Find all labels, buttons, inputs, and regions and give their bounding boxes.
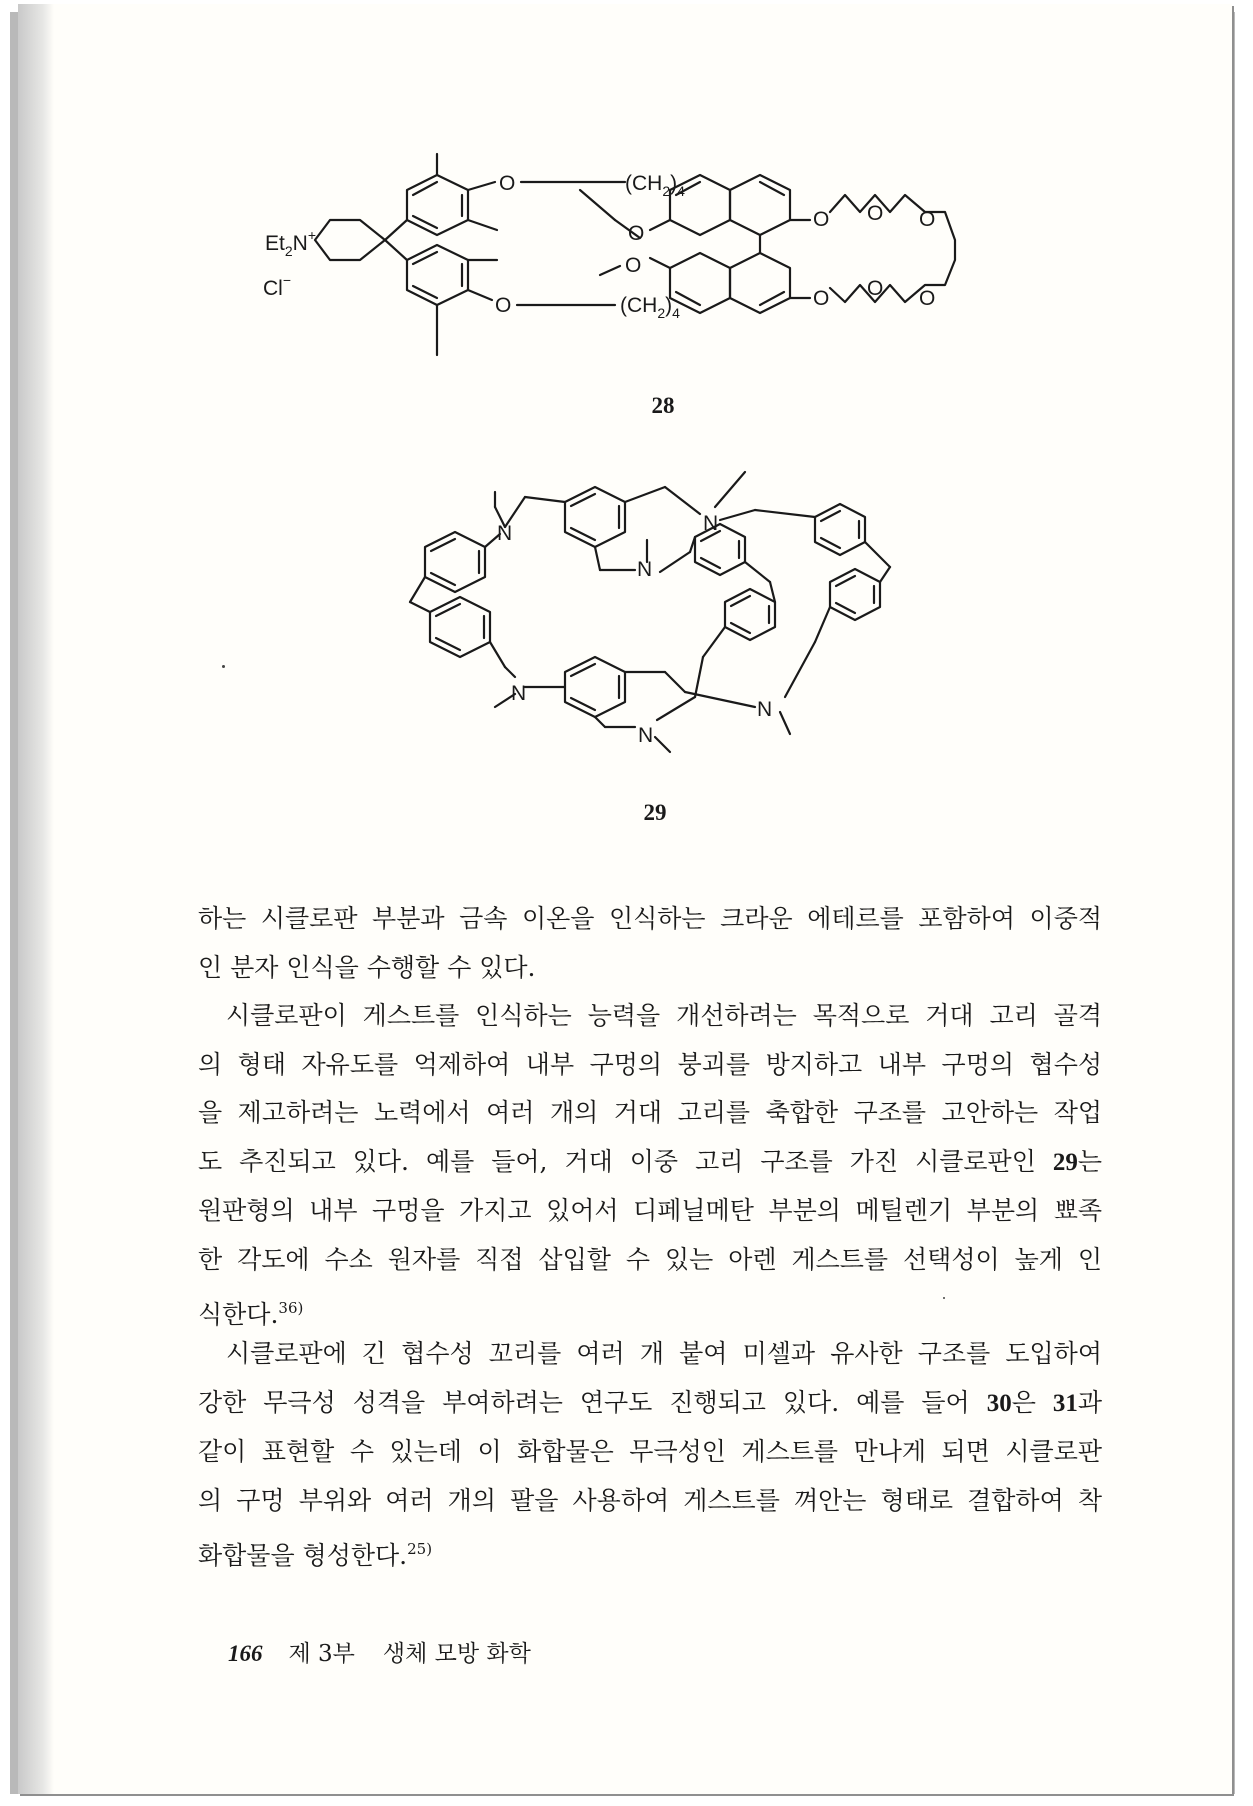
text-line <box>198 1525 1102 1581</box>
text-line <box>198 1138 1102 1188</box>
body-paragraph-1 <box>198 895 1102 992</box>
compound-label-28: 28 <box>651 393 675 418</box>
text-line: 한 각도에 수소 원자를 직접 삽입할 수 있는 아렌 게스트를 선택성이 높게 인 <box>198 1244 1102 1274</box>
nitrogen-label: N <box>497 522 513 545</box>
oxygen-label: O <box>628 222 645 245</box>
text-line: 원판형의 내부 구멍을 가지고 있어서 디페닐메탄 부분의 메틸렌기 부분의 뾰족 <box>198 1196 1102 1225</box>
text-line: 하는 시클로판 부분과 금속 이온을 인식하는 크라운 에테르를 포함하여 이중적 <box>198 904 1102 933</box>
compound-ref-30: 30 <box>986 1389 1012 1417</box>
nitrogen-label: N <box>638 724 654 747</box>
page-number: 166 <box>228 1641 263 1666</box>
oxygen-label: O <box>867 277 884 300</box>
text-line: 의 형태 자유도를 억제하여 내부 구멍의 붕괴를 방지하고 내부 구멍의 협수성 <box>198 1049 1102 1079</box>
section-title: 생체 모방 화학 <box>382 1641 531 1667</box>
nitrogen-label: N <box>703 512 719 535</box>
oxygen-label: O <box>813 287 830 310</box>
text-line <box>198 1379 1102 1429</box>
text-line: 시클로판이 게스트를 인식하는 능력을 개선하려는 목적으로 거대 고리 골격 <box>226 1001 1102 1030</box>
citation: 25) <box>407 1540 433 1558</box>
stray-mark <box>222 665 225 668</box>
page-edge <box>18 4 54 1794</box>
text-segment: 화합물을 형성한다. <box>198 1541 408 1570</box>
structure-29-drawing <box>385 462 945 782</box>
oxygen-label: O <box>919 208 936 231</box>
oxygen-label: O <box>495 294 512 317</box>
nitrogen-label: N <box>511 682 527 705</box>
chain-label: $(CH_2)_4$ <box>625 172 685 199</box>
page-footer <box>228 1635 531 1668</box>
figure-compound-29 <box>385 462 945 782</box>
compound-ref-29: 29 <box>1052 1148 1078 1176</box>
oxygen-label: O <box>919 287 936 310</box>
text-segment: 는 <box>1077 1146 1102 1176</box>
text-line: 의 구멍 부위와 여러 개의 팔을 사용하여 게스트를 껴안는 형태로 결합하여 착 <box>198 1485 1102 1515</box>
nitrogen-label: N <box>637 558 653 581</box>
figure-compound-28 <box>263 160 1005 380</box>
body-paragraph-3 <box>198 1330 1102 1581</box>
text-segment: 식한다. <box>198 1300 279 1329</box>
text-segment: 강한 무극성 성격을 부여하려는 연구도 진행되고 있다. 예를 들어 <box>198 1387 987 1417</box>
text-segment: 은 <box>1011 1387 1053 1417</box>
text-line: 을 제고하려는 노력에서 여러 개의 거대 고리를 축합한 구조를 고안하는 작업 <box>198 1098 1102 1127</box>
citation: 36) <box>278 1299 304 1317</box>
nitrogen-label: N <box>757 698 773 721</box>
text-line: 같이 표현할 수 있는데 이 화합물은 무극성인 게스트를 만나게 되면 시클로판 <box>198 1437 1102 1466</box>
oxygen-label: O <box>499 172 516 195</box>
ammonium-label: $Et_2N^+$ <box>265 227 316 259</box>
text-segment: 도 추진되고 있다. 예를 들어, 거대 이중 고리 구조를 가진 시클로판인 <box>198 1146 1053 1176</box>
text-line: 시클로판에 긴 협수성 꼬리를 여러 개 붙여 미셀과 유사한 구조를 도입하여 <box>226 1339 1102 1368</box>
oxygen-label: O <box>625 254 642 277</box>
compound-ref-31: 31 <box>1052 1389 1078 1417</box>
text-segment: 과 <box>1077 1387 1102 1417</box>
part-title: 제 3부 <box>288 1641 355 1667</box>
oxygen-label: O <box>813 208 830 231</box>
structure-28-drawing <box>263 160 1005 380</box>
chloride-label: Cl− <box>263 272 292 300</box>
text-line: 인 분자 인식을 수행할 수 있다. <box>198 952 536 982</box>
body-paragraph-2 <box>198 992 1102 1340</box>
oxygen-label: O <box>867 202 884 225</box>
compound-label-29: 29 <box>643 800 667 825</box>
chain-label: $(CH_2)_4$ <box>620 294 680 321</box>
